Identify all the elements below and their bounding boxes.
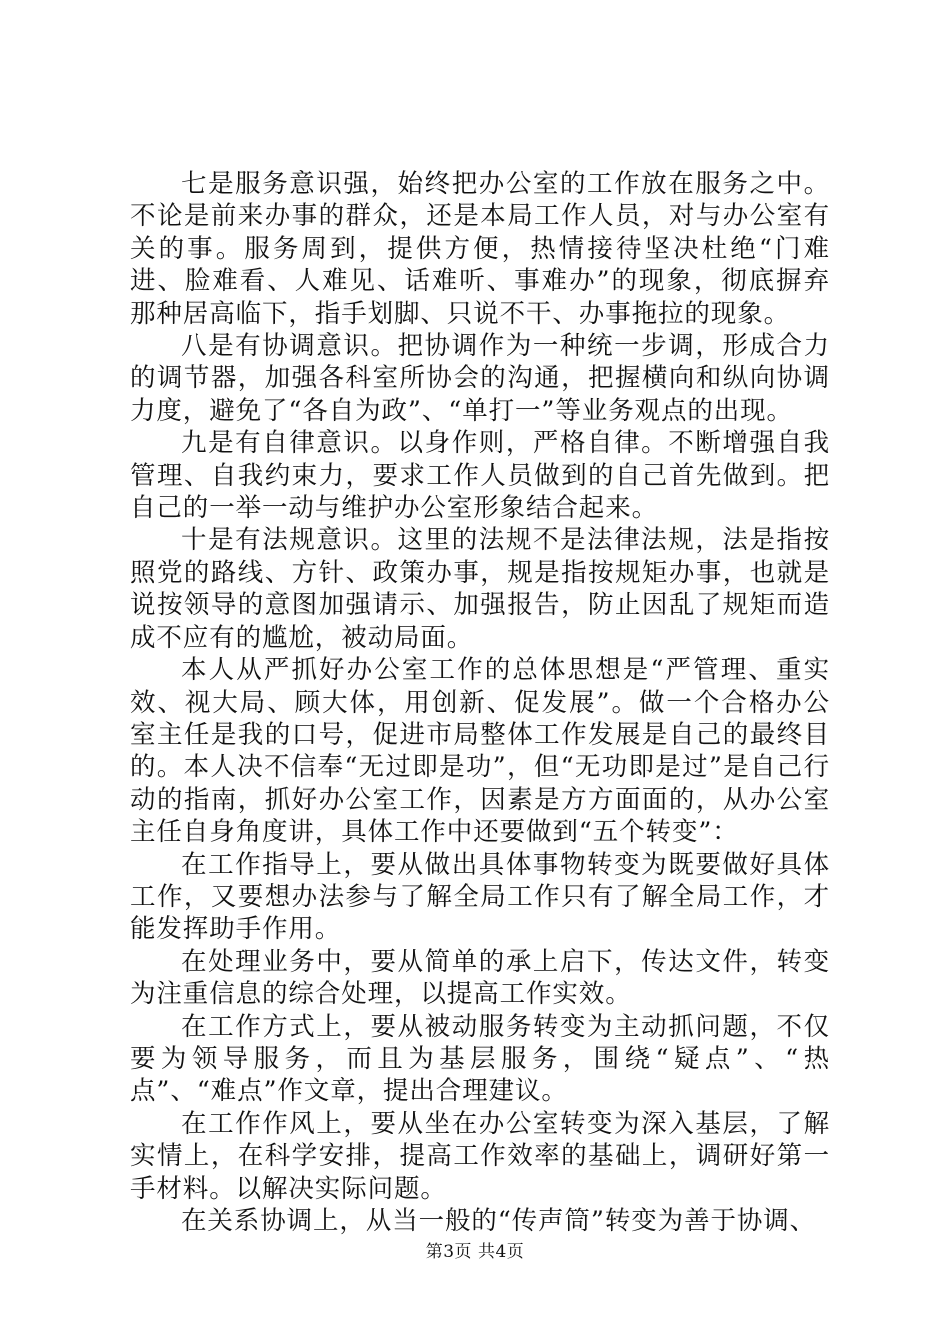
paragraph-business-handling: 在处理业务中，要从简单的承上启下，传达文件，转变为注重信息的综合处理，以提高工作实效。 bbox=[130, 946, 830, 1010]
page-footer bbox=[0, 1240, 950, 1264]
paragraph-10-regulation-awareness: 十是有法规意识。这里的法规不是法律法规，法是指按照党的路线、方针、政策办事，规是指按规矩办事，也就是说按领导的意图加强请示、加强报告，防止因乱了规矩而造成不应有的尴尬，被动局面。 bbox=[130, 525, 830, 653]
paragraph-7-service-awareness: 七是服务意识强，始终把办公室的工作放在服务之中。不论是前来办事的群众，还是本局工作人员，对与办公室有关的事。服务周到，提供方便，热情接待坚决杜绝“门难进、脸难看、人难见、话难听、事难办”的现象，彻底摒弃那种居高临下，指手划脚、只说不干、办事拖拉的现象。 bbox=[130, 169, 830, 329]
document-body bbox=[130, 168, 830, 1237]
paragraph-8-coordination-awareness: 八是有协调意识。把协调作为一种统一步调，形成合力的调节器，加强各科室所协会的沟通，把握横向和纵向协调力度，避免了“各自为政”、“单打一”等业务观点的出现。 bbox=[130, 331, 830, 426]
paragraph-9-self-discipline-awareness: 九是有自律意识。以身作则，严格自律。不断增强自我管理、自我约束力，要求工作人员做到的自己首先做到。把自己的一举一动与维护办公室形象结合起来。 bbox=[130, 428, 830, 524]
paragraph-work-guidance: 在工作指导上，要从做出具体事物转变为既要做好具体工作，又要想办法参与了解全局工作只有了解全局工作，才能发挥助手作用。 bbox=[130, 849, 830, 945]
paragraph-work-method: 在工作方式上，要从被动服务转变为主动抓问题，不仅要为领导服务，而且为基层服务，围绕“疑点”、“热点”、“难点”作文章，提出合理建议。 bbox=[130, 1011, 830, 1107]
paragraph-work-style: 在工作作风上，要从坐在办公室转变为深入基层，了解实情上，在科学安排，提高工作效率的基础上，调研好第一手材料。以解决实际问题。 bbox=[130, 1108, 830, 1204]
paragraph-overall-thinking: 本人从严抓好办公室工作的总体思想是“严管理、重实效、视大局、顾大体，用创新、促发展”。做一个合格办公室主任是我的口号，促进市局整体工作发展是自己的最终目的。本人决不信奉“无过即是功”，但“无功即是过”是自己行动的指南，抓好办公室工作，因素是方方面面的，从办公室主任自身角度讲，具体工作中还要做到“五个转变”： bbox=[130, 655, 830, 848]
page-indicator: 第3页 共4页 bbox=[425, 1242, 525, 1262]
paragraph-relationship-coordination: 在关系协调上，从当一般的“传声筒”转变为善于协调、 bbox=[181, 1206, 817, 1236]
